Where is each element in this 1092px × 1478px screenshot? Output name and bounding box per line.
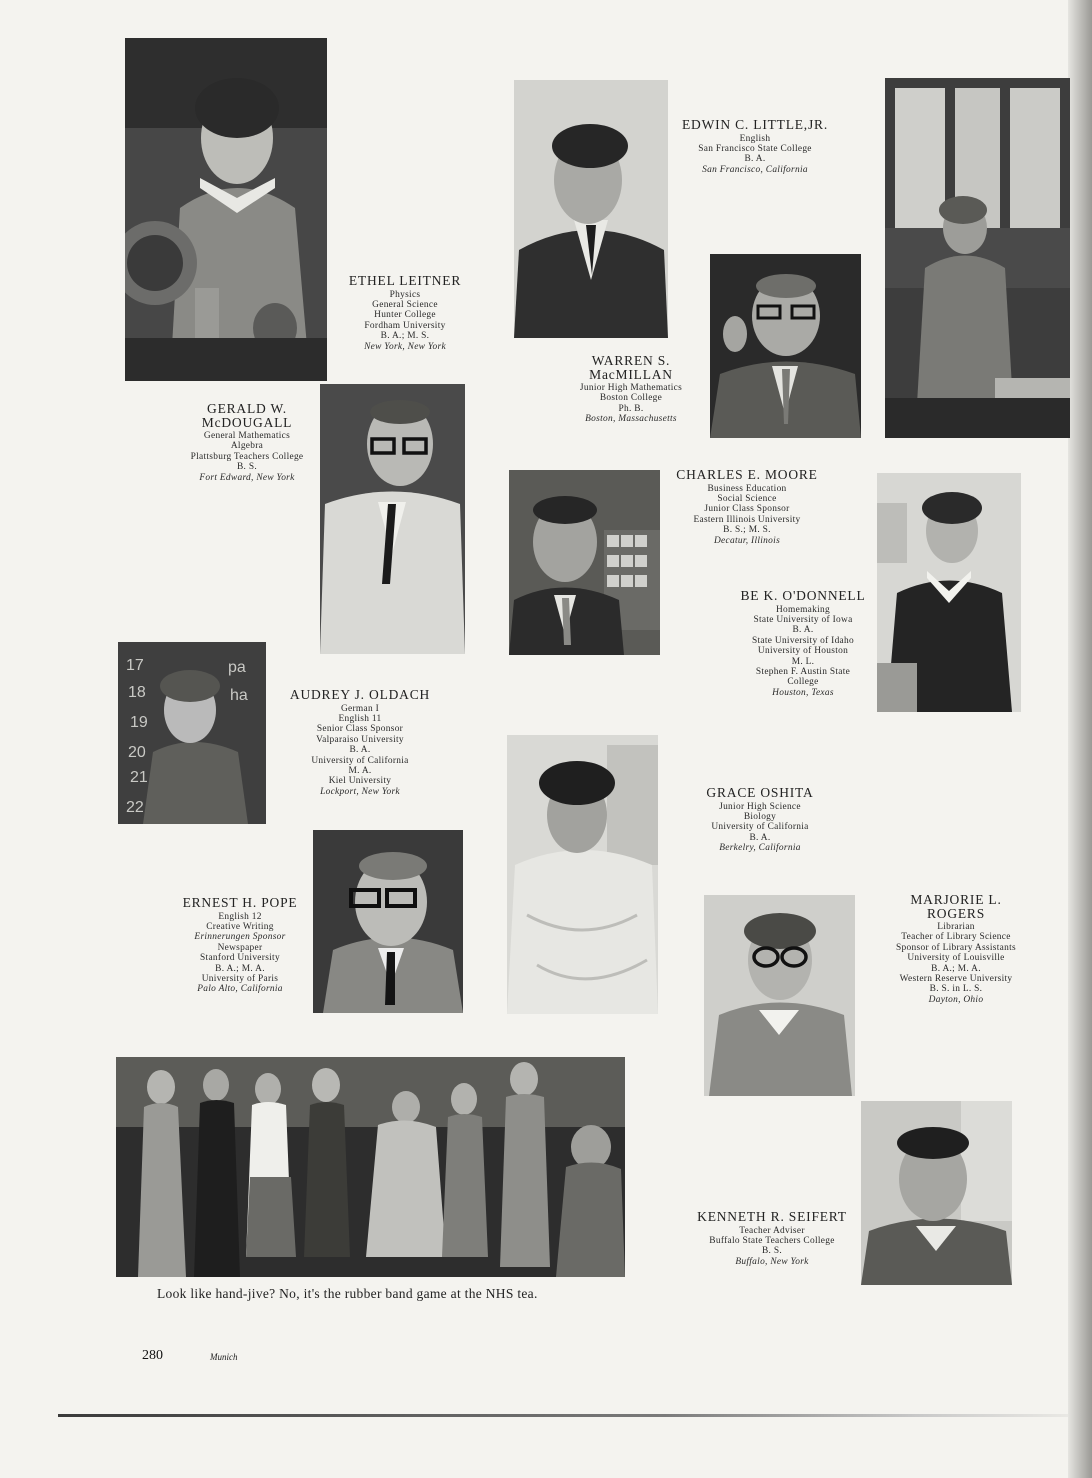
photo-edwin-little (514, 80, 668, 338)
teacher-detail: Valparaiso University (316, 734, 404, 745)
teacher-detail: Teacher of Library Science (901, 932, 1011, 943)
caption-audrey-oldach (284, 688, 436, 797)
svg-text:pa: pa (228, 659, 246, 676)
teacher-detail: Junior High Science (719, 801, 801, 812)
school-name: Munich (210, 1352, 238, 1362)
teacher-detail: English 12 (218, 911, 262, 922)
photo-nhs-tea-group (116, 1057, 625, 1277)
teacher-name-line-1: MARJORIE L. (910, 892, 1002, 907)
photo-kenneth-seifert (861, 1101, 1012, 1285)
photo-audrey-oldach (118, 642, 266, 824)
teacher-detail: B. A. (349, 745, 371, 756)
teacher-detail: Physics (389, 289, 421, 300)
teacher-hometown: New York, New York (364, 341, 446, 352)
teacher-detail: Business Education (707, 483, 787, 494)
teacher-detail: Kiel University (328, 776, 392, 787)
teacher-hometown: Fort Edward, New York (199, 472, 295, 483)
teacher-detail: Junior Class Sponsor (704, 504, 790, 515)
teacher-detail: Plattsburg Teachers College (190, 451, 304, 462)
teacher-detail: Creative Writing (206, 921, 274, 932)
teacher-hometown: Buffalo, New York (735, 1256, 809, 1267)
teacher-detail: Librarian (937, 922, 975, 932)
teacher-detail: M. A. (348, 765, 372, 776)
teacher-detail: B. S.; M. S. (723, 525, 771, 536)
teacher-name: GRACE OSHITA (706, 785, 814, 800)
teacher-detail: Ph. B. (618, 403, 644, 414)
teacher-detail: M. L. (791, 656, 815, 667)
teacher-detail: University of Louisville (907, 953, 1005, 964)
teacher-detail: Eastern Illinois University (693, 514, 801, 525)
teacher-detail: Biology (743, 811, 777, 822)
teacher-hometown: Palo Alto, California (197, 984, 283, 995)
teacher-detail: University of California (311, 755, 409, 766)
teacher-detail: German I (340, 703, 380, 714)
teacher-detail: Western Reserve University (899, 974, 1013, 985)
svg-text:19: 19 (130, 714, 148, 731)
bottom-rule (58, 1414, 1068, 1417)
teacher-detail: State University of Iowa (753, 614, 853, 625)
caption-kenneth-seifert (684, 1210, 860, 1267)
photo-charles-moore (509, 470, 660, 655)
teacher-name-line-2: ROGERS (926, 905, 986, 921)
photo-be-odonnell (877, 473, 1021, 712)
teacher-detail: B. A.; M. A. (931, 963, 981, 974)
teacher-detail: University of Paris (201, 973, 279, 984)
teacher-name: CHARLES E. MOORE (676, 467, 818, 482)
photo-grace-oshita (507, 735, 658, 1014)
teacher-name-line-1: GERALD W. (207, 401, 287, 416)
teacher-hometown: Lockport, New York (320, 786, 400, 797)
caption-grace-oshita (684, 786, 836, 854)
caption-ernest-pope (172, 896, 308, 995)
caption-be-odonnell (728, 589, 878, 698)
teacher-detail: General Science (372, 299, 438, 310)
svg-text:ha: ha (230, 687, 248, 704)
teacher-detail: English (739, 133, 771, 144)
teacher-detail: Buffalo State Teachers College (709, 1235, 835, 1246)
teacher-name-line-2: MacMILLAN (589, 366, 673, 382)
svg-text:18: 18 (128, 684, 146, 701)
teacher-detail: Newspaper (217, 942, 263, 953)
teacher-detail: Stephen F. Austin State (755, 666, 851, 677)
photo-warren-macmillan (710, 254, 861, 438)
caption-ethel-leitner (337, 274, 473, 352)
photo-library-scene (885, 78, 1070, 438)
teacher-detail: English 11 (338, 713, 382, 724)
teacher-detail: Teacher Adviser (739, 1225, 805, 1236)
teacher-hometown: Decatur, Illinois (713, 535, 781, 546)
teacher-detail: Stanford University (200, 953, 280, 964)
teacher-detail: B. A.; M. A. (215, 963, 265, 974)
teacher-detail: Boston College (599, 393, 663, 404)
teacher-detail: Social Science (717, 493, 777, 504)
teacher-name-line-2: McDOUGALL (201, 414, 293, 430)
teacher-hometown: San Francisco, California (702, 164, 808, 175)
caption-gerald-mcdougall (174, 402, 320, 483)
page-edge-shadow (1068, 0, 1092, 1478)
teacher-detail: Junior High Mathematics (579, 383, 683, 393)
teacher-hometown: Dayton, Ohio (928, 994, 984, 1005)
svg-text:22: 22 (126, 799, 144, 816)
photo-ernest-pope (313, 830, 463, 1013)
caption-charles-moore (662, 468, 832, 546)
teacher-detail: University of Houston (757, 646, 849, 657)
svg-text:20: 20 (128, 744, 146, 761)
teacher-detail: Homemaking (775, 604, 831, 615)
teacher-detail: State University of Idaho (751, 635, 854, 646)
teacher-detail: B. S. (762, 1246, 782, 1257)
teacher-detail: San Francisco State College (698, 143, 812, 154)
teacher-detail: B. S. (237, 462, 257, 473)
teacher-detail: Algebra (230, 441, 264, 452)
teacher-name: ERNEST H. POPE (182, 895, 298, 910)
caption-warren-macmillan (560, 354, 702, 425)
teacher-detail: Senior Class Sponsor (316, 724, 404, 735)
photo-gerald-mcdougall (320, 384, 465, 654)
photo-ethel-leitner (125, 38, 327, 381)
group-photo-caption: Look like hand-jive? No, it's the rubber band game at the NHS tea. (157, 1286, 538, 1301)
teacher-name: BE K. O'DONNELL (740, 588, 866, 603)
teacher-detail: B. A. (749, 832, 771, 843)
teacher-name: AUDREY J. OLDACH (289, 687, 431, 702)
page-number: 280 (142, 1348, 163, 1363)
photo-marjorie-rogers (704, 895, 855, 1096)
caption-marjorie-rogers (876, 893, 1036, 1005)
teacher-detail: B. S. in L. S. (929, 984, 983, 995)
teacher-detail: Sponsor of Library Assistants (896, 942, 1016, 953)
teacher-detail: B. A. (744, 154, 766, 165)
svg-text:21: 21 (130, 769, 148, 786)
teacher-detail: B. A.; M. S. (380, 331, 430, 342)
teacher-detail: General Mathematics (203, 431, 291, 441)
teacher-hometown: Boston, Massachusetts (585, 414, 677, 425)
teacher-detail: B. A. (792, 625, 814, 636)
teacher-detail: Hunter College (374, 310, 436, 321)
caption-edwin-little (670, 118, 840, 175)
teacher-detail: Erinnerungen Sponsor (194, 932, 286, 943)
teacher-name: EDWIN C. LITTLE,JR. (681, 117, 829, 132)
teacher-hometown: Houston, Texas (772, 687, 834, 698)
teacher-detail: Fordham University (364, 320, 446, 331)
teacher-hometown: Berkelry, California (719, 843, 801, 854)
teacher-name: ETHEL LEITNER (348, 273, 462, 288)
teacher-name: KENNETH R. SEIFERT (697, 1209, 847, 1224)
teacher-name-line-1: WARREN S. (591, 353, 671, 368)
teacher-detail: University of California (711, 822, 809, 833)
teacher-detail: College (787, 677, 819, 688)
svg-text:17: 17 (126, 657, 144, 674)
